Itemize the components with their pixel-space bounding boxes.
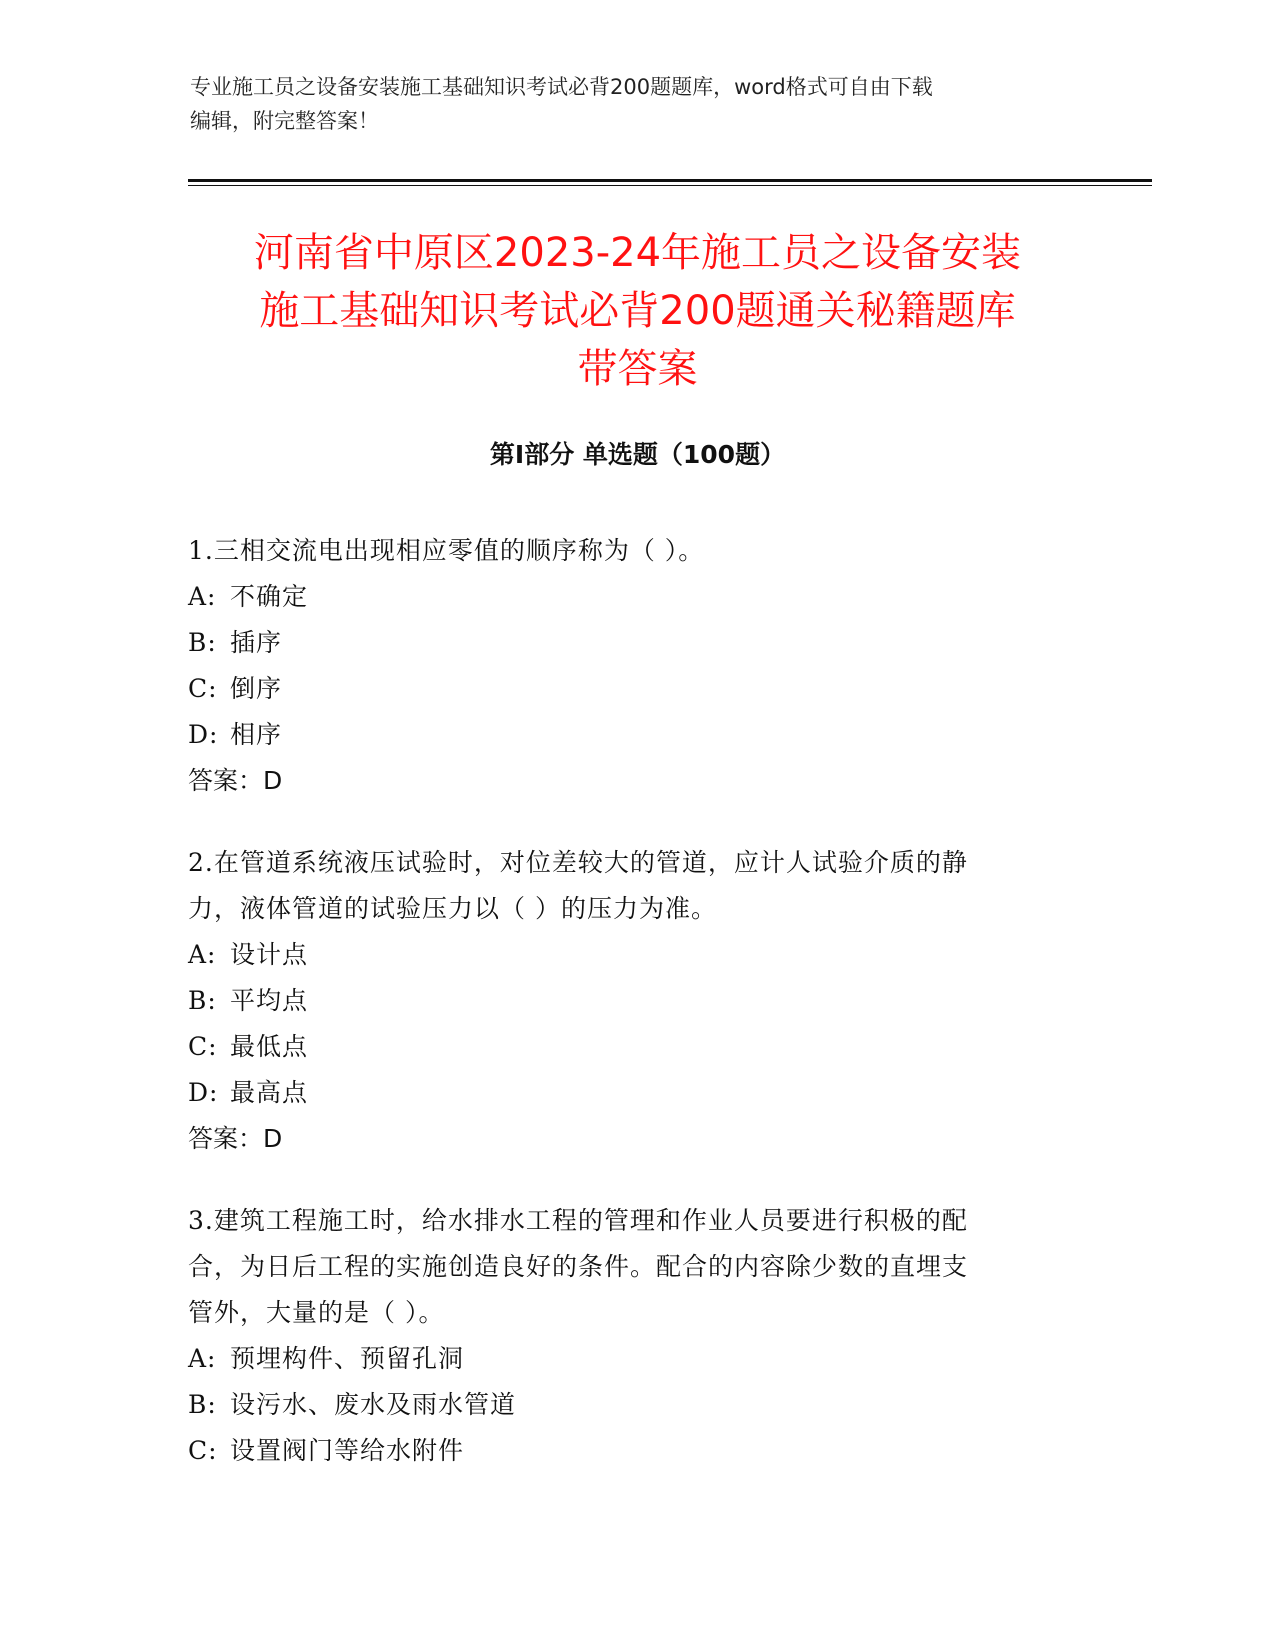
question-stem-line: 3.建筑工程施工时，给水排水工程的管理和作业人员要进行积极的配: [188, 1206, 968, 1235]
option-text: 倒序: [230, 674, 283, 703]
option-letter: B:: [188, 1390, 217, 1419]
option-text: 不确定: [230, 582, 309, 611]
question-block: [188, 528, 1058, 804]
answer-option: [188, 1382, 1058, 1428]
option-text: 插序: [230, 628, 283, 657]
option-text: 相序: [230, 720, 283, 749]
answer-option: [188, 620, 1058, 666]
answer-option: [188, 712, 1058, 758]
question-stem-line: 管外，大量的是（ ）。: [188, 1298, 445, 1327]
question-block: [188, 1198, 1058, 1474]
answer-line: 答案：D: [188, 1124, 283, 1153]
option-text: 设污水、废水及雨水管道: [230, 1390, 517, 1419]
option-text: 最低点: [230, 1032, 309, 1061]
answer-option: [188, 978, 1058, 1024]
option-letter: A:: [188, 940, 217, 969]
answer-option: [188, 1024, 1058, 1070]
header-note: [190, 70, 1090, 138]
answer-line: 答案：D: [188, 766, 283, 795]
option-letter: A:: [188, 582, 217, 611]
question-stem-line: 合，为日后工程的实施创造良好的条件。配合的内容除少数的直埋支: [188, 1252, 969, 1281]
option-text: 平均点: [230, 986, 309, 1015]
document-title-line-1: 河南省中原区2023-24年施工员之设备安装: [253, 230, 1022, 276]
option-letter: B:: [188, 986, 217, 1015]
option-letter: B:: [188, 628, 217, 657]
question-stem-line: 1.三相交流电出现相应零值的顺序称为（ ）。: [188, 536, 705, 565]
option-text: 最高点: [230, 1078, 309, 1107]
question-stem-line: 力，液体管道的试验压力以（ ）的压力为准。: [188, 894, 717, 923]
option-letter: D:: [188, 1078, 219, 1107]
question-list: [188, 528, 1058, 1510]
answer-option: [188, 666, 1058, 712]
header-divider-thick: [188, 179, 1152, 182]
option-text: 设计点: [230, 940, 309, 969]
answer-option: [188, 1070, 1058, 1116]
header-note-line-1: 专业施工员之设备安装施工基础知识考试必背200题题库，word格式可自由下载: [190, 75, 933, 99]
option-letter: D:: [188, 720, 219, 749]
document-title-line-2: 施工基础知识考试必背200题通关秘籍题库: [259, 288, 1016, 334]
answer-option: [188, 574, 1058, 620]
document-title: [150, 224, 1125, 398]
answer-option: [188, 1428, 1058, 1474]
answer-option: [188, 1336, 1058, 1382]
document-title-line-3: 带答案: [577, 346, 698, 392]
option-letter: C:: [188, 674, 218, 703]
option-text: 预埋构件、预留孔洞: [230, 1344, 465, 1373]
option-letter: A:: [188, 1344, 217, 1373]
question-block: [188, 840, 1058, 1162]
question-stem-line: 2.在管道系统液压试验时，对位差较大的管道，应计人试验介质的静: [188, 848, 968, 877]
answer-option: [188, 932, 1058, 978]
section-title: 第Ⅰ部分 单选题（100题）: [489, 440, 786, 469]
option-letter: C:: [188, 1436, 218, 1465]
header-divider-thin: [188, 185, 1152, 186]
header-note-line-2: 编辑，附完整答案！: [190, 109, 379, 133]
option-letter: C:: [188, 1032, 218, 1061]
option-text: 设置阀门等给水附件: [230, 1436, 465, 1465]
